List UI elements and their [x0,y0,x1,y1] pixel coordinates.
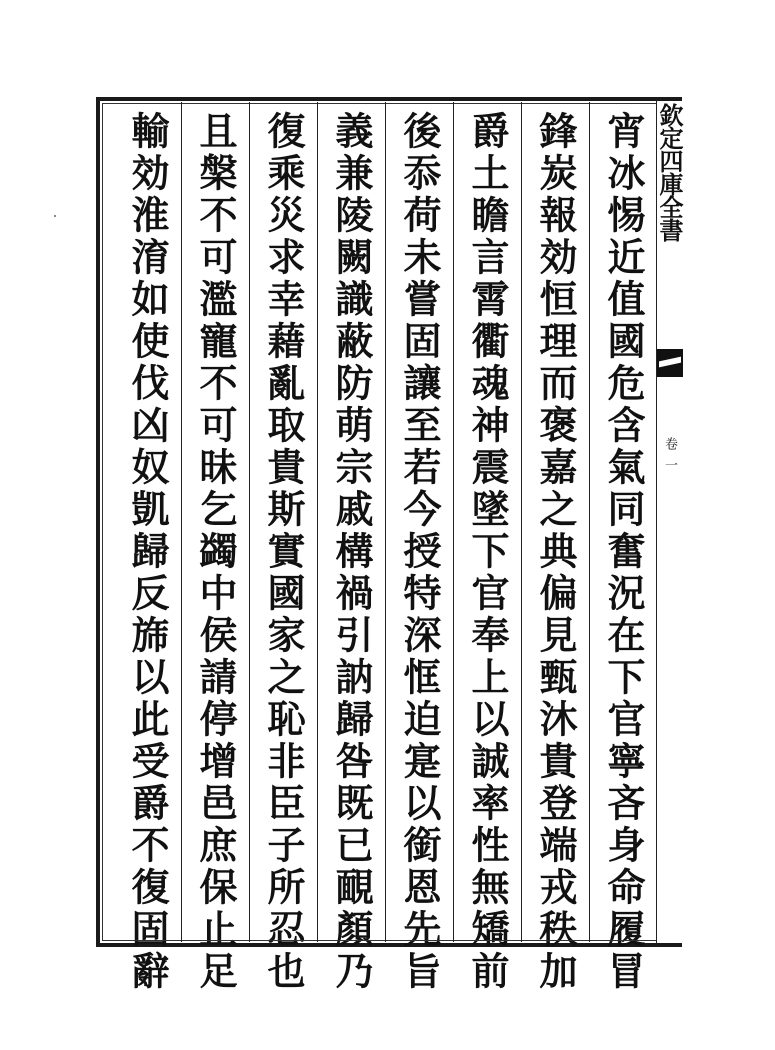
book-title: 欽定四庫全書 [655,103,684,241]
column-text: 爵土瞻言霄衢魂神震墜下官奉上以誠率性無矯前 [465,111,510,993]
fold-margin [656,97,682,947]
column-text: 鋒炭報効恒理而褒嘉之典偏見甄沐貴登端戎秩加 [533,111,578,993]
column-rule [521,102,522,942]
text-column-8 [120,111,174,993]
fishtail-mark [657,349,683,377]
column-text: 且槃不可濫寵不可昧乞蠲中侯請停增邑庶保止足 [193,111,238,993]
text-column-1 [596,111,650,993]
text-block-frame [96,97,656,993]
juan-label: 卷一 [662,437,677,479]
text-column-6 [256,111,310,993]
column-rule [453,102,454,942]
column-rule [385,102,386,942]
column-text: 後忝荷未嘗固讓至若今授特深恇迫寔以銜恩先旨 [397,111,442,993]
column-text: 義兼陵闕識蔽防萌宗戚構禍引訥歸咎既已靦顏乃 [329,111,374,993]
column-text: 宵冰惕近值國危含氣同奮況在下官寧吝身命履冒 [601,111,646,993]
text-column-7 [188,111,242,993]
text-column-4 [392,111,446,993]
stray-mark [54,215,56,217]
text-column-3 [460,111,514,993]
text-column-5 [324,111,378,993]
text-column-2 [528,111,582,993]
column-text: 輸効淮淯如使伐凶奴凱歸反旆以此受爵不復固辭 [125,111,170,993]
column-rule [181,102,182,942]
column-rule [249,102,250,942]
column-rule [589,102,590,942]
column-text: 復乘災求幸藉亂取貴斯實國家之恥非臣子所忍也 [261,111,306,993]
column-rule [317,102,318,942]
